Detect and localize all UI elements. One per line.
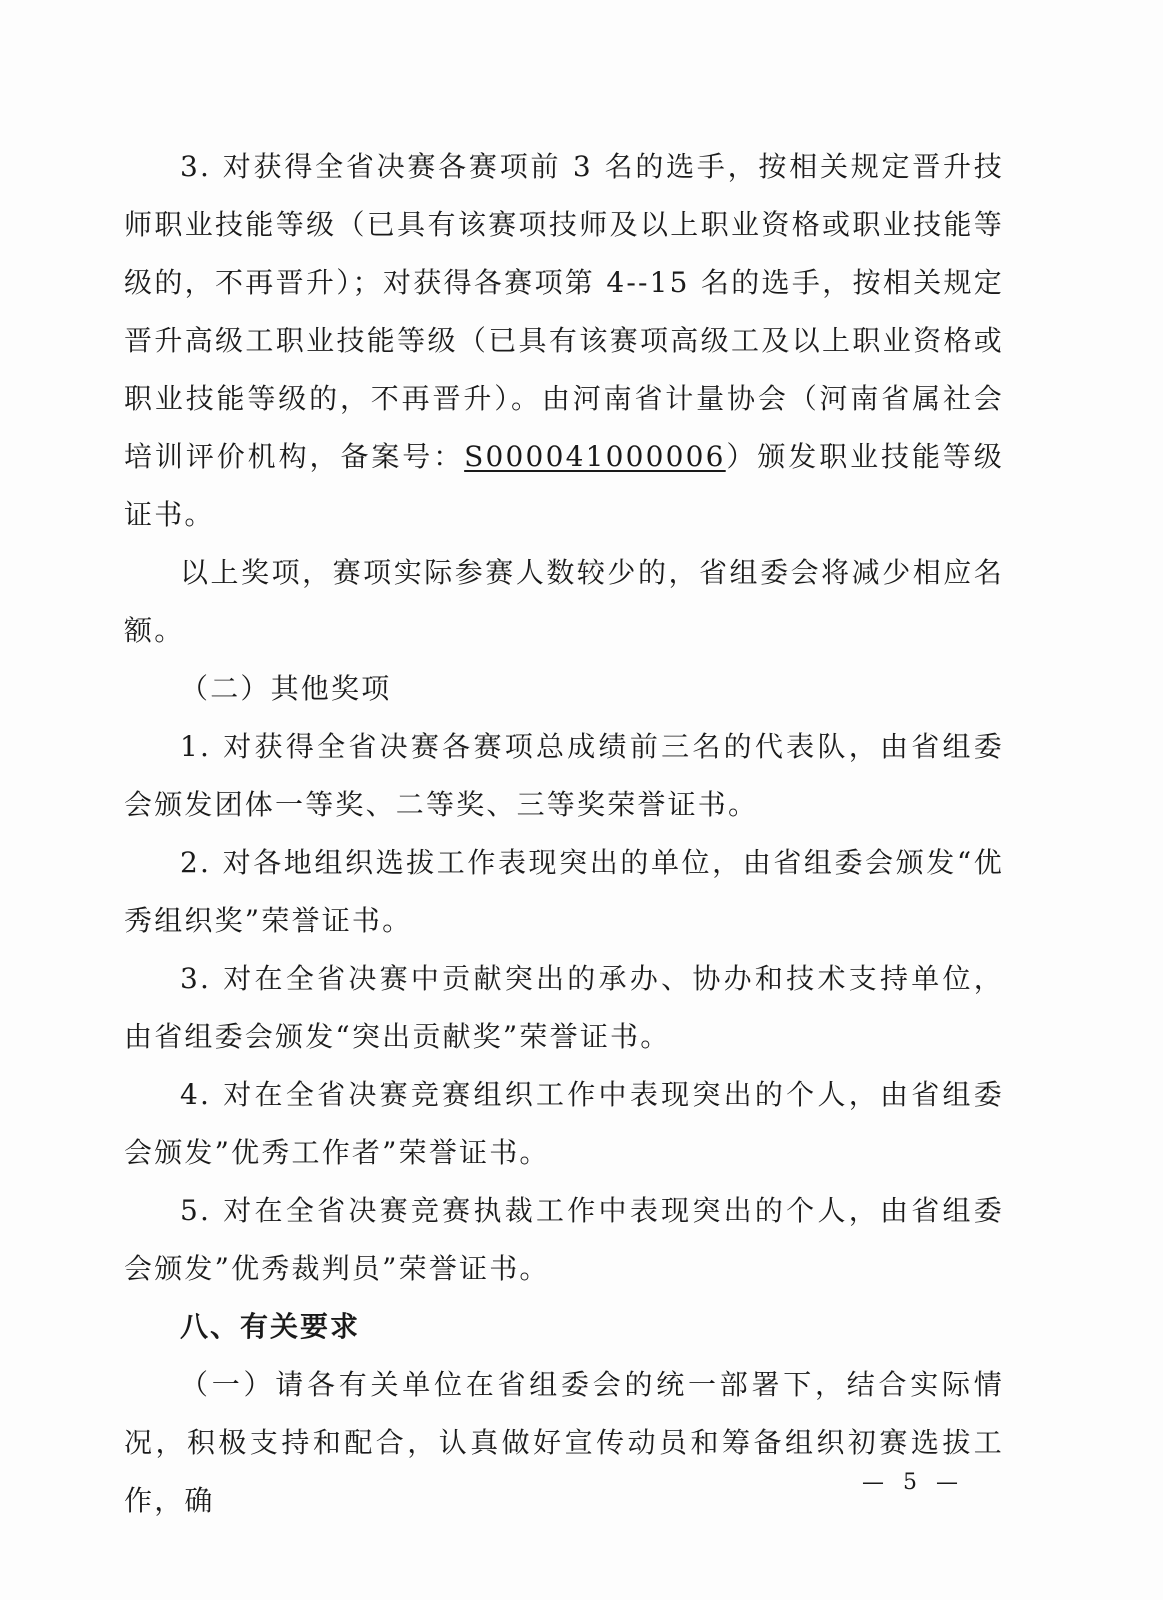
paragraph-organization-award: 2. 对各地组织选拔工作表现突出的单位，由省组委会颁发“优秀组织奖”荣誉证书。 <box>124 846 1004 937</box>
paragraph-excellent-worker: 4. 对在全省决赛竞赛组织工作中表现突出的个人，由省组委会颁发”优秀工作者”荣誉证书。 <box>124 1078 1004 1169</box>
document-body <box>124 138 1004 1530</box>
paragraph-requirements-1: （一）请各有关单位在省组委会的统一部署下，结合实际情况，积极支持和配合，认真做好宣传动员和筹备组织初赛选拔工作，确 <box>124 1368 1004 1517</box>
paragraph-skill-level-promotion <box>124 138 1004 544</box>
section-heading-requirements: 八、有关要求 <box>180 1310 361 1343</box>
paragraph-excellent-referee: 5. 对在全省决赛竞赛执裁工作中表现突出的个人，由省组委会颁发”优秀裁判员”荣誉证书。 <box>124 1194 1004 1285</box>
paragraph-quota-note: 以上奖项，赛项实际参赛人数较少的，省组委会将减少相应名额。 <box>124 556 1004 647</box>
paragraph-text: ）颁发职业技能等级证书。 <box>124 440 1004 531</box>
paragraph-text: 3. 对获得全省决赛各赛项前 3 名的选手，按相关规定晋升技师职业技能等级（已具有该赛项技师及以上职业资格或职业技能等级的，不再晋升）；对获得各赛项第 4--15 名的选手，按相关规定晋升高级工职业技能等级（已具有该赛项高级工及以上职业资格或职业技能等级的，不再晋升）。由河南省计量协会（河南省属社会培训评价机构，备案号： <box>124 150 1004 473</box>
subheading-other-awards: （二）其他奖项 <box>180 672 392 705</box>
paragraph-contribution-award: 3. 对在全省决赛中贡献突出的承办、协办和技术支持单位，由省组委会颁发“突出贡献奖”荣誉证书。 <box>124 962 1004 1053</box>
registration-number: S000041000006 <box>464 440 726 473</box>
page-number: — 5 — <box>862 1470 964 1495</box>
paragraph-team-awards: 1. 对获得全省决赛各赛项总成绩前三名的代表队，由省组委会颁发团体一等奖、二等奖、三等奖荣誉证书。 <box>124 730 1004 821</box>
